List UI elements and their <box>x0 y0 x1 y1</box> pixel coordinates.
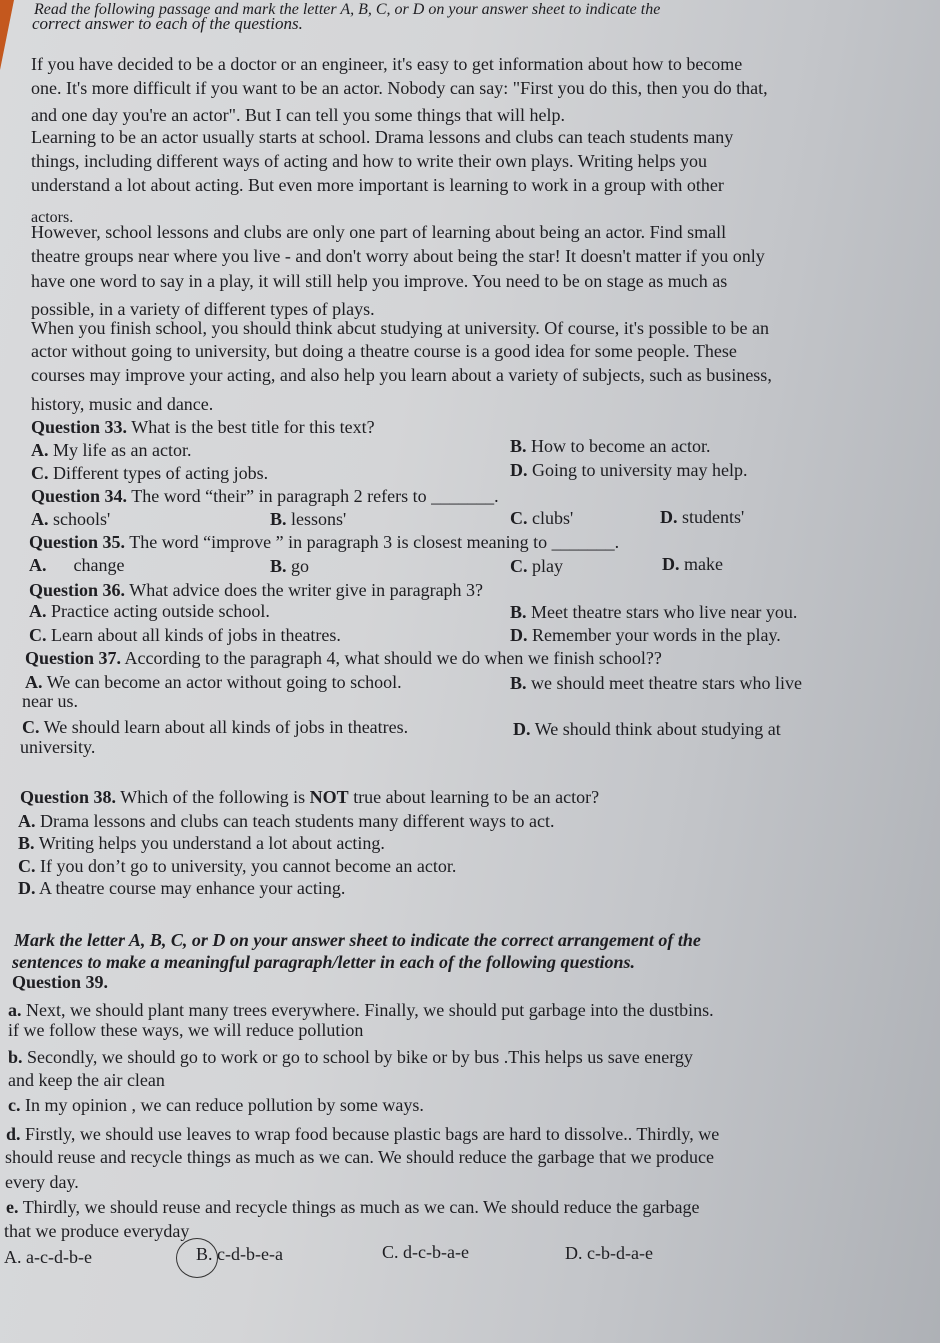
sentence-e-continued: that we produce everyday <box>4 1221 190 1241</box>
background-object <box>0 0 14 70</box>
option-d[interactable]: D. Remember your words in the play. <box>510 625 781 645</box>
section-instructions-line-1: Mark the letter A, B, C, or D on your answer sheet to indicate the correct arrangement of the <box>14 930 701 950</box>
sentence-b: b. Secondly, we should go to work or go to school by bike or by bus .This helps us save energy <box>8 1047 693 1067</box>
option-a[interactable]: A. schools' <box>31 509 111 529</box>
option-d[interactable]: D. We should think about studying at <box>513 719 781 739</box>
option-a[interactable]: A. Drama lessons and clubs can teach students many different ways to act. <box>18 811 555 831</box>
option-c[interactable]: C. play <box>510 556 563 576</box>
option-b[interactable]: B. c-d-b-e-a <box>196 1244 283 1264</box>
option-d-continued: university. <box>20 737 96 757</box>
option-d[interactable]: D. make <box>662 554 723 574</box>
option-d[interactable]: D. Going to university may help. <box>510 460 748 480</box>
option-a[interactable]: A. Practice acting outside school. <box>29 601 270 621</box>
option-a[interactable]: A. We can become an actor without going to school. <box>25 672 402 692</box>
question-label: Question 34. <box>31 486 128 506</box>
sentence-d: d. Firstly, we should use leaves to wrap food because plastic bags are hard to dissolve.. Thirdly, we <box>6 1124 720 1144</box>
passage-line: history, music and dance. <box>31 394 214 414</box>
passage-line: courses may improve your acting, and also help you learn about a variety of subjects, such as business, <box>31 365 772 385</box>
section-instructions-line-2: sentences to make a meaningful paragraph/letter in each of the following questions. <box>12 952 636 972</box>
passage-line: and one day you're an actor". But I can tell you some things that will help. <box>31 105 565 125</box>
passage-line: possible, in a variety of different types of plays. <box>31 299 375 319</box>
passage-line: one. It's more difficult if you want to be an actor. Nobody can say: "First you do this, then you do that, <box>31 78 768 98</box>
sentence-d-continued: should reuse and recycle things as much as we can. We should reduce the garbage that we produce <box>5 1147 714 1167</box>
option-d[interactable]: D. students' <box>660 507 745 527</box>
question-text: What advice does the writer give in paragraph 3? <box>129 580 484 600</box>
question-label: Question 38. <box>20 787 117 807</box>
passage-line: actor without going to university, but doing a theatre course is a good idea for some people. These <box>31 341 737 361</box>
option-b[interactable]: B. we should meet theatre stars who live <box>510 673 802 693</box>
option-b[interactable]: B. Writing helps you understand a lot about acting. <box>18 833 385 853</box>
option-c[interactable]: C. d-c-b-a-e <box>382 1242 469 1262</box>
option-a[interactable]: A. a-c-d-b-e <box>4 1247 92 1267</box>
instructions-line-1: Read the following passage and mark the letter A, B, C, or D on your answer sheet to indicate the <box>34 1 661 18</box>
instructions-line-2: correct answer to each of the questions. <box>32 14 303 33</box>
sentence-d-continued: every day. <box>5 1172 79 1192</box>
option-c[interactable]: C. Learn about all kinds of jobs in theatres. <box>29 625 341 645</box>
sentence-a: a. Next, we should plant many trees everywhere. Finally, we should put garbage into the dustbins. <box>8 1000 714 1020</box>
question-label: Question 33. <box>31 417 128 437</box>
sentence-e: e. Thirdly, we should reuse and recycle things as much as we can. We should reduce the garbage <box>6 1197 700 1217</box>
option-d[interactable]: D. c-b-d-a-e <box>565 1243 653 1263</box>
passage-line: When you finish school, you should think abcut studying at university. Of course, it's possible to be an <box>31 318 769 338</box>
passage-line: have one word to say in a play, it will still help you improve. You need to be on stage as much as <box>31 271 728 291</box>
question-label: Question 37. <box>25 648 122 668</box>
option-c[interactable]: C. clubs' <box>510 508 574 528</box>
passage-line: actors. <box>31 209 74 226</box>
sentence-a-continued: if we follow these ways, we will reduce pollution <box>8 1020 364 1040</box>
question-text: What is the best title for this text? <box>131 417 375 437</box>
option-a[interactable]: A. change <box>29 555 125 575</box>
option-c[interactable]: C. We should learn about all kinds of jobs in theatres. <box>22 717 409 737</box>
passage-line: understand a lot about acting. But even more important is learning to work in a group with other <box>31 175 724 195</box>
option-b[interactable]: B. go <box>270 556 310 576</box>
passage-line: If you have decided to be a doctor or an engineer, it's easy to get information about how to become <box>31 54 743 74</box>
option-a[interactable]: A. My life as an actor. <box>31 440 192 460</box>
option-b[interactable]: B. Meet theatre stars who live near you. <box>510 602 798 622</box>
question-label: Question 39. <box>12 972 109 992</box>
option-d[interactable]: D. A theatre course may enhance your acting. <box>18 878 346 898</box>
option-b[interactable]: B. lessons' <box>270 509 347 529</box>
sentence-c: c. In my opinion , we can reduce pollution by some ways. <box>8 1095 424 1115</box>
question-label: Question 35. <box>29 532 126 552</box>
sentence-b-continued: and keep the air clean <box>8 1070 165 1090</box>
question-text: The word “their” in paragraph 2 refers to _______. <box>131 486 499 506</box>
option-c[interactable]: C. Different types of acting jobs. <box>31 463 269 483</box>
passage-line: Learning to be an actor usually starts at school. Drama lessons and clubs can teach students many <box>31 127 734 147</box>
option-b-continued: near us. <box>22 691 78 711</box>
question-label: Question 36. <box>29 580 126 600</box>
passage-line: However, school lessons and clubs are only one part of learning about being an actor. Find small <box>31 222 727 242</box>
option-b[interactable]: B. How to become an actor. <box>510 436 711 456</box>
passage-line: theatre groups near where you live - and don't worry about being the star! It doesn't matter if you only <box>31 246 765 266</box>
question-text: The word “improve ” in paragraph 3 is closest meaning to _______. <box>129 532 620 552</box>
question-text: According to the paragraph 4, what should we do when we finish school?? <box>124 648 662 668</box>
passage-line: things, including different ways of acting and how to write their own plays. Writing helps you <box>31 151 707 171</box>
option-c[interactable]: C. If you don’t go to university, you cannot become an actor. <box>18 856 457 876</box>
